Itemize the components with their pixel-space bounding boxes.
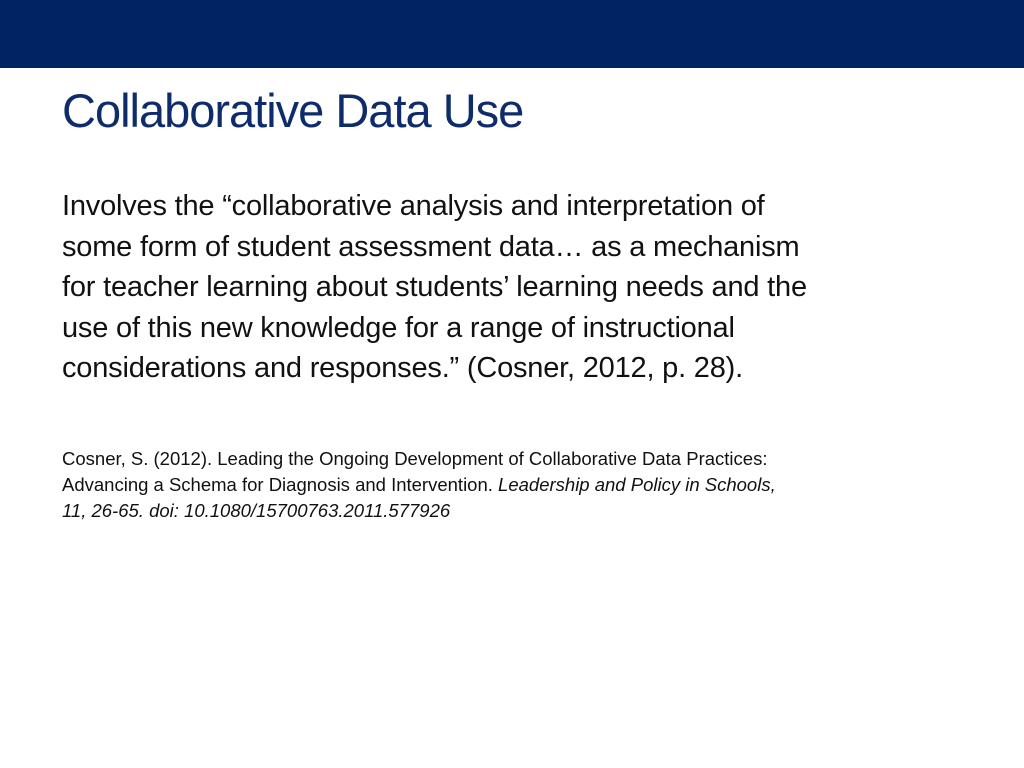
header-band xyxy=(0,0,1024,68)
quote-line: use of this new knowledge for a range of instructional xyxy=(62,311,735,344)
reference-citation xyxy=(62,446,982,524)
slide-title: Collaborative Data Use xyxy=(62,84,524,137)
quote-paragraph xyxy=(62,186,992,389)
reference-line xyxy=(62,472,982,498)
quote-line: considerations and responses.” (Cosner, 2012, p. 28). xyxy=(62,352,743,384)
reference-line: Cosner, S. (2012). Leading the Ongoing Development of Collaborative Data Practices: xyxy=(62,448,768,469)
quote-line: for teacher learning about students’ learning needs and the xyxy=(62,271,807,303)
reference-journal: Leadership and Policy in Schools, xyxy=(498,474,776,495)
quote-line: some form of student assessment data… as a mechanism xyxy=(62,230,800,263)
reference-volume-doi: 11, 26-65. doi: 10.1080/15700763.2011.577926 xyxy=(62,500,451,521)
reference-authors-title: Advancing a Schema for Diagnosis and Intervention. xyxy=(62,474,499,495)
quote-line: Involves the “collaborative analysis and interpretation of xyxy=(62,190,765,222)
